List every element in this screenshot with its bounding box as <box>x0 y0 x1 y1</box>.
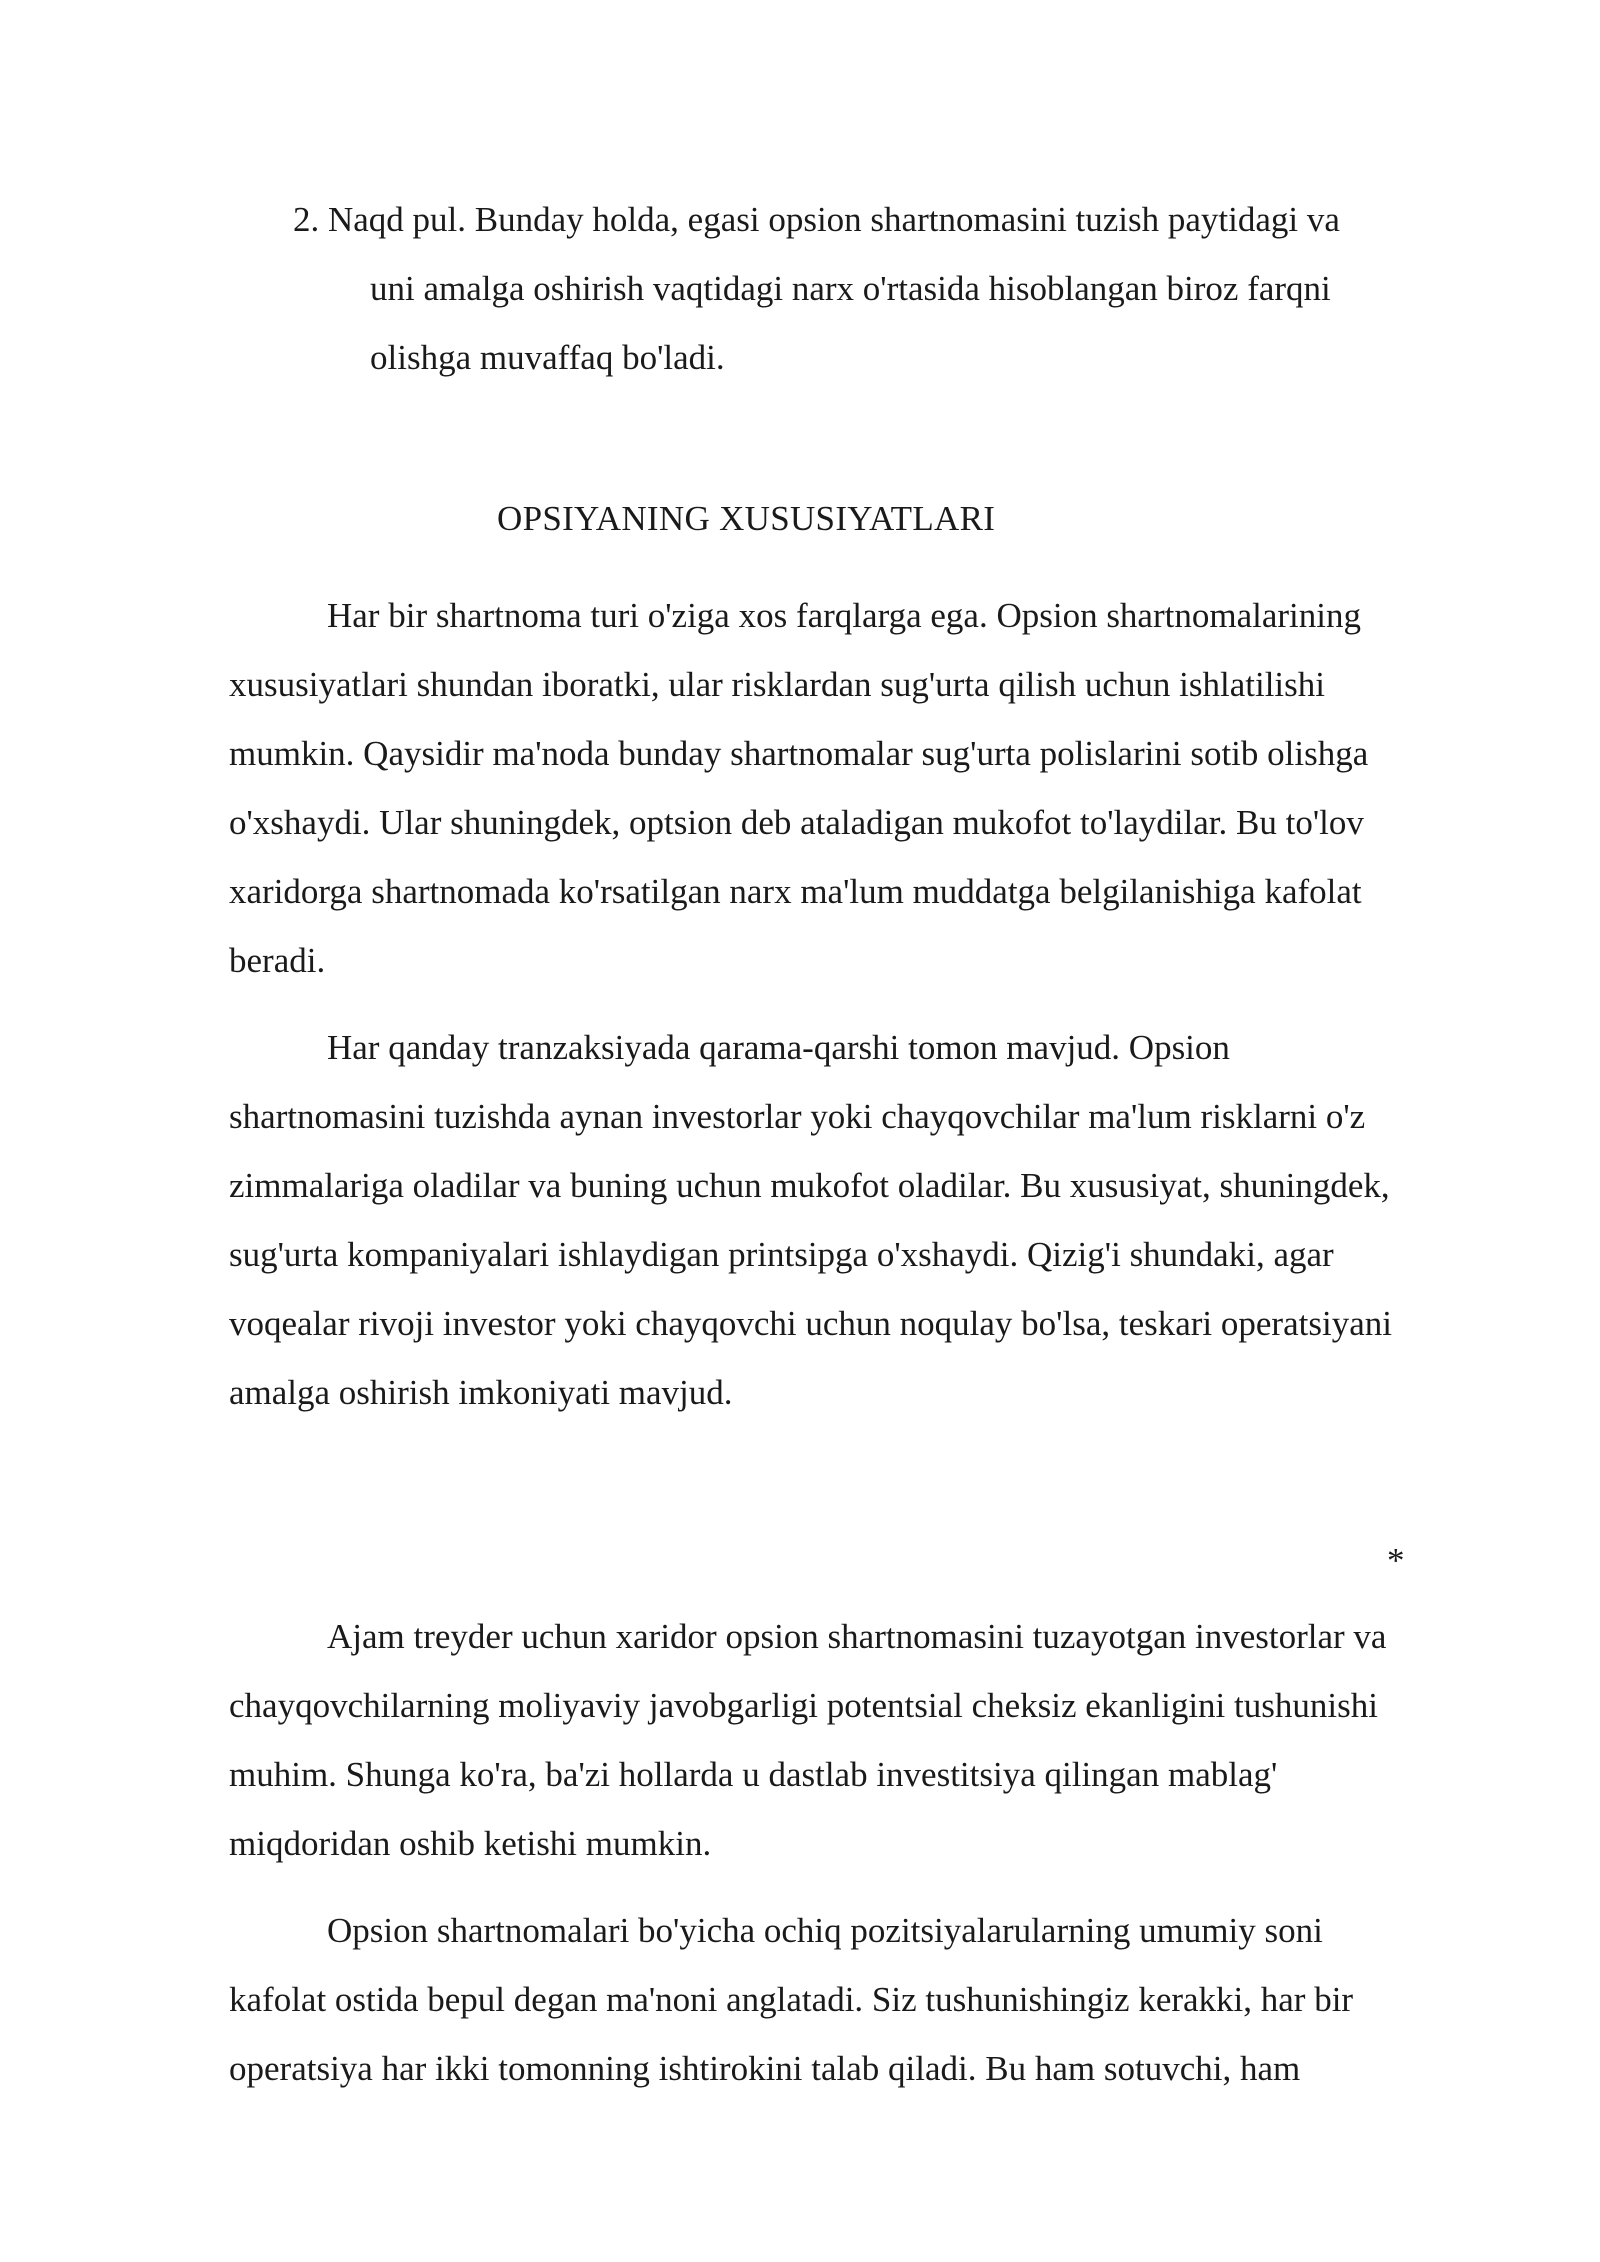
paragraph-line: operatsiya har ikki tomonning ishtirokini talab qiladi. Bu ham sotuvchi, ham <box>229 2049 1301 2088</box>
paragraph-line: voqealar rivoji investor yoki chayqovchi uchun noqulay bo'lsa, teskari operatsiyani <box>229 1304 1392 1343</box>
paragraph-line: Ajam treyder uchun xaridor opsion shartnomasini tuzayotgan investorlar va <box>327 1617 1387 1656</box>
paragraph-line: muhim. Shunga ko'ra, ba'zi hollarda u dastlab investitsiya qilingan mablag' <box>229 1755 1278 1794</box>
paragraph-line: mumkin. Qaysidir ma'noda bunday shartnomalar sug'urta polislarini sotib olishga <box>229 734 1369 773</box>
paragraph-line: miqdoridan oshib ketishi mumkin. <box>229 1824 712 1863</box>
paragraph-line: amalga oshirish imkoniyati mavjud. <box>229 1373 733 1412</box>
paragraph-line: sug'urta kompaniyalari ishlaydigan printsipga o'xshaydi. Qizig'i shundaki, agar <box>229 1235 1334 1274</box>
paragraph-line: Opsion shartnomalari bo'yicha ochiq pozitsiyalarularning umumiy soni <box>327 1911 1323 1950</box>
paragraph-line: o'xshaydi. Ular shuningdek, optsion deb ataladigan mukofot to'laydilar. Bu to'lov <box>229 803 1364 842</box>
list-item-line: 2. Naqd pul. Bunday holda, egasi opsion shartnomasini tuzish paytidagi va <box>293 200 1340 239</box>
paragraph-line: xaridorga shartnomada ko'rsatilgan narx ma'lum muddatga belgilanishiga kafolat <box>229 872 1362 911</box>
paragraph-line: chayqovchilarning moliyaviy javobgarligi potentsial cheksiz ekanligini tushunishi <box>229 1686 1378 1725</box>
paragraph-line: shartnomasini tuzishda aynan investorlar yoki chayqovchilar ma'lum risklarni o'z <box>229 1097 1366 1136</box>
paragraph-line: Har bir shartnoma turi o'ziga xos farqlarga ega. Opsion shartnomalarining <box>327 596 1361 635</box>
paragraph-line: beradi. <box>229 941 326 980</box>
asterisk-mark: * <box>1387 1541 1405 1580</box>
list-item-line: uni amalga oshirish vaqtidagi narx o'rtasida hisoblangan biroz farqni <box>370 269 1331 308</box>
paragraph-line: zimmalariga oladilar va buning uchun mukofot oladilar. Bu xususiyat, shuningdek, <box>229 1166 1390 1205</box>
paragraph-line: kafolat ostida bepul degan ma'noni anglatadi. Siz tushunishingiz kerakki, har bir <box>229 1980 1354 2019</box>
section-heading: OPSIYANING XUSUSIYATLARI <box>497 499 996 538</box>
list-item-line: olishga muvaffaq bo'ladi. <box>370 338 725 377</box>
paragraph-line: Har qanday tranzaksiyada qarama-qarshi tomon mavjud. Opsion <box>327 1028 1230 1067</box>
paragraph-line: xususiyatlari shundan iboratki, ular risklardan sug'urta qilish uchun ishlatilishi <box>229 665 1326 704</box>
